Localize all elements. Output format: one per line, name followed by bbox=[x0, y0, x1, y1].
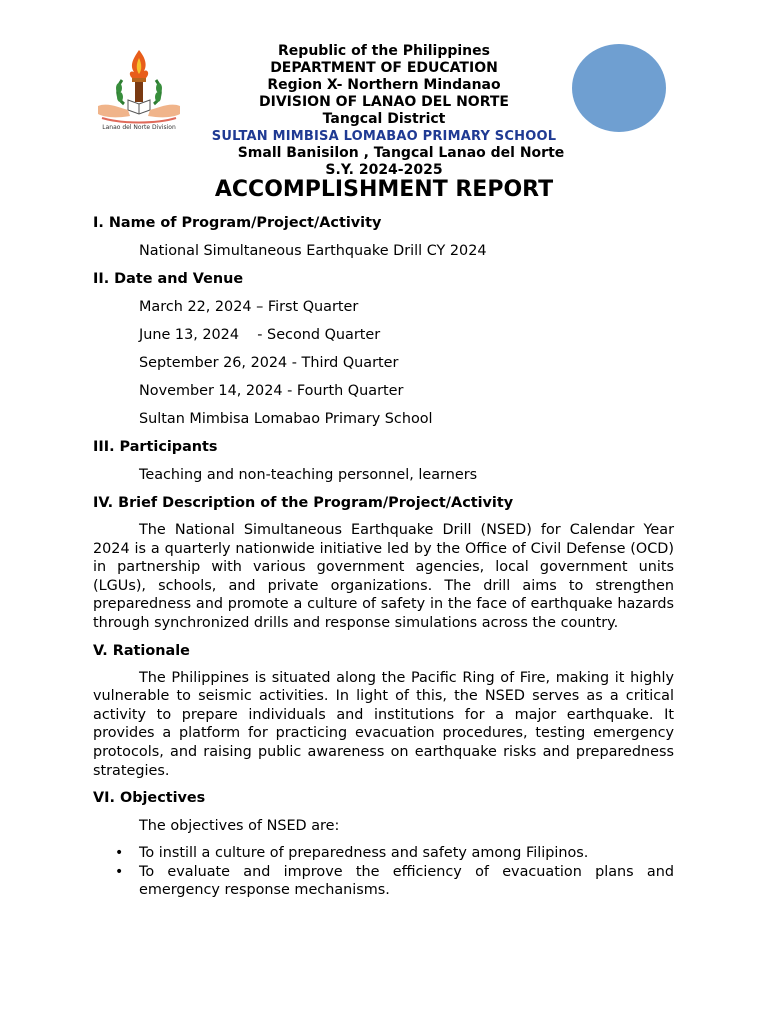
date-line: September 26, 2024 - Third Quarter bbox=[139, 355, 399, 371]
header-district: Tangcal District bbox=[322, 111, 446, 127]
header-division: DIVISION OF LANAO DEL NORTE bbox=[259, 94, 509, 110]
section-heading: I. Name of Program/Project/Activity bbox=[93, 215, 382, 231]
section-heading: V. Rationale bbox=[93, 642, 190, 659]
objectives-intro: The objectives of NSED are: bbox=[139, 818, 340, 835]
section-heading: II. Date and Venue bbox=[93, 271, 244, 287]
header-region: Region X- Northern Mindanao bbox=[267, 77, 501, 93]
header-department: DEPARTMENT OF EDUCATION bbox=[270, 60, 498, 76]
document-header bbox=[186, 43, 582, 179]
report-body bbox=[93, 213, 674, 900]
list-item bbox=[93, 863, 674, 900]
logo-caption: Lanao del Norte Division bbox=[102, 124, 176, 131]
header-republic: Republic of the Philippines bbox=[278, 43, 490, 59]
blue-circle-seal bbox=[572, 44, 666, 132]
participants-text: Teaching and non-teaching personnel, learners bbox=[139, 467, 478, 483]
list-item bbox=[93, 844, 674, 863]
section-heading: IV. Brief Description of the Program/Project/Activity bbox=[93, 495, 514, 511]
header-school-year: S.Y. 2024-2025 bbox=[325, 162, 443, 178]
rationale-paragraph: The Philippines is situated along the Pacific Ring of Fire, making it highly vulnerable to seismic activities. In light of this, the NSED serves as a critical activity to prepare individuals and institutions for a major earthquake. It provides a platform for practicing evacuation procedures, testing emergency protocols, and raising public awareness on earthquake risks and preparedness strategies. bbox=[93, 669, 674, 779]
division-logo bbox=[92, 44, 186, 136]
objective-text: To instill a culture of preparedness and safety among Filipinos. bbox=[139, 845, 589, 862]
section-heading: VI. Objectives bbox=[93, 790, 206, 807]
header-address: Small Banisilon , Tangcal Lanao del Norte bbox=[237, 145, 565, 161]
date-line: November 14, 2024 - Fourth Quarter bbox=[139, 383, 404, 399]
description-paragraph: The National Simultaneous Earthquake Drill (NSED) for Calendar Year 2024 is a quarterly nationwide initiative led by the Office of Civil Defense (OCD) in partnership with various government agencies, local government units (LGUs), schools, and private organizations. The drill aims to strengthen preparedness and promote a culture of safety in the face of earthquake hazards through synchronized drills and response simulations across the country. bbox=[93, 522, 674, 631]
bullet-icon: • bbox=[115, 863, 124, 880]
date-line: June 13, 2024 - Second Quarter bbox=[139, 327, 381, 343]
venue-line: Sultan Mimbisa Lomabao Primary School bbox=[139, 411, 433, 427]
objectives-list bbox=[93, 844, 674, 900]
objective-text: To evaluate and improve the efficiency of evacuation plans and emergency response mechanisms. bbox=[139, 863, 674, 899]
bullet-icon: • bbox=[115, 845, 124, 862]
date-line: March 22, 2024 – First Quarter bbox=[139, 299, 359, 315]
program-name: National Simultaneous Earthquake Drill CY 2024 bbox=[139, 243, 487, 259]
report-title: ACCOMPLISHMENT REPORT bbox=[214, 177, 554, 202]
section-heading: III. Participants bbox=[93, 439, 218, 455]
header-school: SULTAN MIMBISA LOMABAO PRIMARY SCHOOL bbox=[211, 129, 557, 144]
